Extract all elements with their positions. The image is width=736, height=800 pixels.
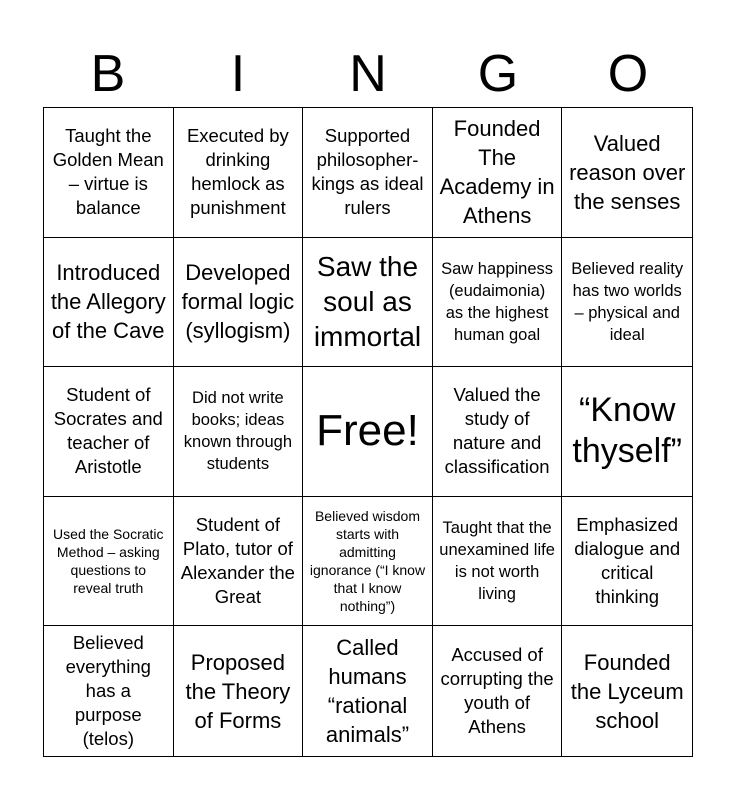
bingo-cell[interactable]: Saw the soul as immortal [303, 238, 433, 368]
bingo-cell[interactable]: Student of Socrates and teacher of Aristotle [44, 367, 174, 497]
bingo-cell[interactable]: “Know thyself” [562, 367, 692, 497]
bingo-cell[interactable]: Developed formal logic (syllogism) [174, 238, 304, 368]
header-letter-i: I [230, 45, 246, 103]
header-letter-n: N [349, 45, 387, 103]
bingo-cell[interactable]: Believed everything has a purpose (telos) [44, 626, 174, 756]
bingo-cell[interactable]: Taught that the unexamined life is not worth living [433, 497, 563, 627]
bingo-cell[interactable]: Used the Socratic Method – asking questions to reveal truth [44, 497, 174, 627]
header-letter-g: G [477, 45, 519, 103]
bingo-cell[interactable]: Taught the Golden Mean – virtue is balance [44, 108, 174, 238]
bingo-cell[interactable]: Accused of corrupting the youth of Athens [433, 626, 563, 756]
bingo-grid [43, 107, 693, 757]
bingo-cell[interactable]: Valued reason over the senses [562, 108, 692, 238]
bingo-cell[interactable]: Executed by drinking hemlock as punishment [174, 108, 304, 238]
bingo-cell[interactable]: Saw happiness (eudaimonia) as the highest human goal [433, 238, 563, 368]
bingo-cell[interactable]: Proposed the Theory of Forms [174, 626, 304, 756]
header-letter-b: B [90, 45, 126, 103]
bingo-cell[interactable]: Valued the study of nature and classification [433, 367, 563, 497]
bingo-cell[interactable]: Emphasized dialogue and critical thinking [562, 497, 692, 627]
bingo-cell[interactable]: Believed wisdom starts with admitting ignorance (“I know that I know nothing”) [303, 497, 433, 627]
bingo-cell[interactable]: Believed reality has two worlds – physical and ideal [562, 238, 692, 368]
bingo-cell[interactable]: Introduced the Allegory of the Cave [44, 238, 174, 368]
free-space-cell[interactable]: Free! [303, 367, 433, 497]
bingo-cell[interactable]: Founded the Lyceum school [570, 649, 684, 733]
bingo-cell[interactable]: Founded The Academy in Athens [433, 108, 563, 238]
bingo-cell[interactable]: Student of Plato, tutor of Alexander the Great [174, 497, 304, 627]
bingo-cell[interactable]: Supported philosopher-kings as ideal rulers [303, 108, 433, 238]
bingo-header [43, 44, 693, 104]
header-letter-o: O [607, 45, 649, 103]
bingo-cell[interactable]: Called humans “rational animals” [303, 626, 433, 756]
bingo-cell[interactable]: Did not write books; ideas known through students [174, 367, 304, 497]
